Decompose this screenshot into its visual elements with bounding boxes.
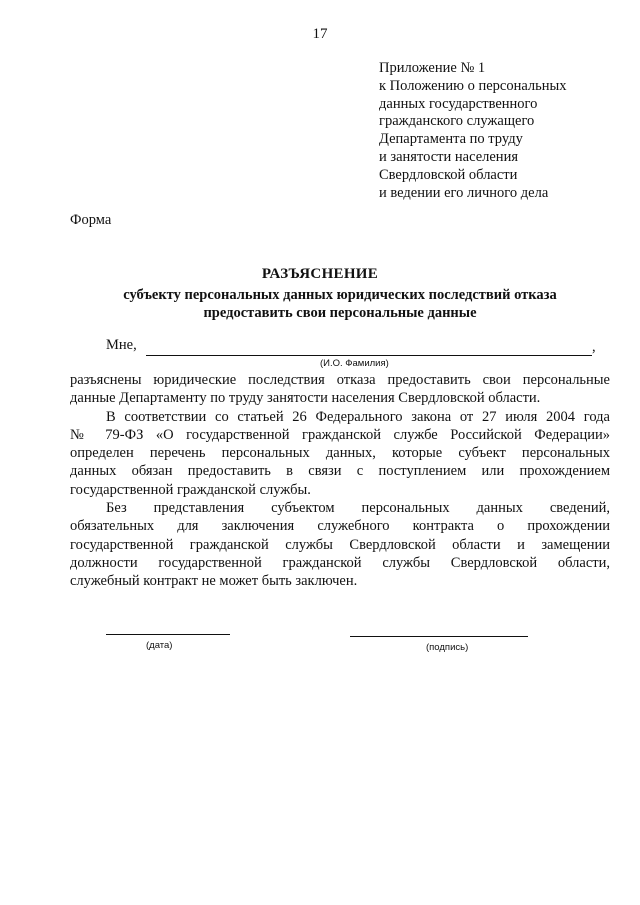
appendix-line: Свердловской области [379, 166, 518, 183]
subtitle-line: субъекту персональных данных юридических последствий отказа [123, 287, 557, 303]
fio-caption: (И.О. Фамилия) [320, 358, 389, 369]
appendix-line: и ведении его личного дела [379, 184, 549, 201]
text-line: обязательных для заключения служебного контракта о прохождении [70, 518, 610, 535]
text-line: В соответствии со статьей 26 Федерального закона от 27 июля 2004 года [106, 408, 610, 425]
paragraph-2 [70, 408, 610, 499]
text-line: Без представления субъектом персональных данных сведений, [106, 500, 610, 517]
text-line: разъяснены юридические последствия отказа предоставить свои персональные [70, 372, 610, 388]
page-number: 17 [312, 26, 328, 42]
text-line: государственной гражданской службы Свердловской области и замещении [70, 536, 610, 553]
form-label: Форма [70, 212, 112, 228]
signature-caption: (подпись) [426, 642, 469, 653]
subtitle-line: предоставить свои персональные данные [203, 305, 477, 321]
date-fill-line[interactable] [106, 634, 230, 635]
appendix-line: к Положению о персональных [379, 77, 567, 94]
text-line: служебный контракт не может быть заключен. [70, 573, 358, 590]
me-comma: , [592, 339, 596, 355]
fio-fill-line[interactable] [146, 355, 592, 356]
text-line: определен перечень персональных данных, которые субъект персональных [70, 445, 610, 462]
text-line: должности государственной гражданской службы Свердловской области, [70, 554, 610, 571]
me-label: Мне, [106, 337, 137, 353]
appendix-line: гражданского служащего [379, 113, 535, 130]
text-line: данные Департаменту по труду занятости населения Свердловской области. [70, 390, 541, 407]
appendix-line: данных государственного [379, 95, 538, 112]
appendix-line: Приложение № 1 [379, 60, 486, 76]
text-line: государственной гражданской службы. [70, 481, 311, 498]
date-caption: (дата) [146, 640, 173, 651]
appendix-line: Департамента по труду [379, 131, 523, 148]
document-title: РАЗЪЯСНЕНИЕ [261, 266, 379, 282]
text-line: данных обязан предоставить в связи с поступлением или прохождением [70, 463, 610, 480]
signature-fill-line[interactable] [350, 636, 528, 637]
body-text [70, 371, 610, 591]
appendix-line: и занятости населения [379, 148, 518, 165]
paragraph-1 [70, 371, 610, 408]
paragraph-3 [70, 499, 610, 590]
document-subtitle [100, 286, 580, 322]
text-line: № 79-ФЗ «О государственной гражданской службе Российской Федерации» [70, 426, 610, 443]
appendix-block [379, 60, 629, 202]
